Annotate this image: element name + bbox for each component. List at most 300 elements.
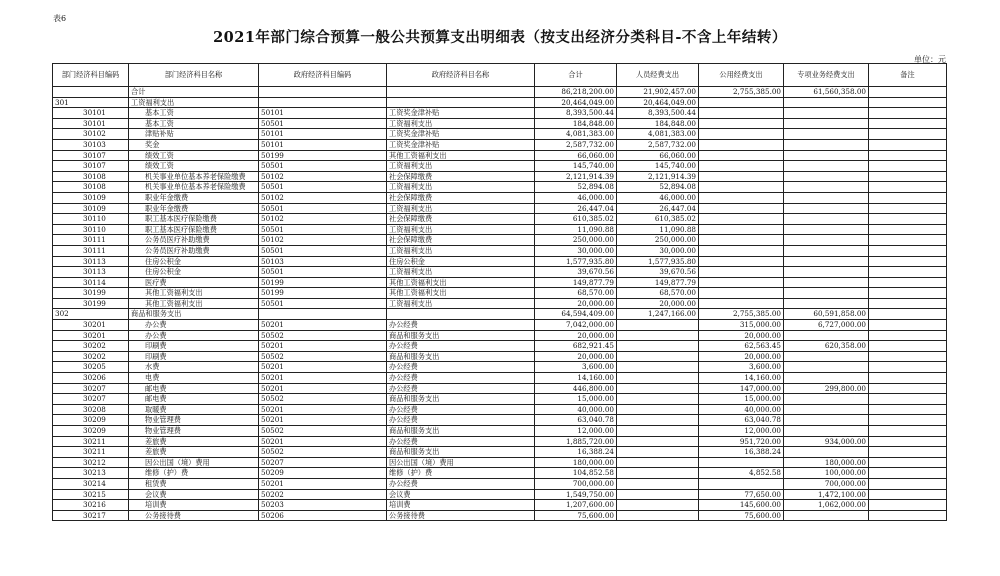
dept-code-cell: 30114 — [53, 277, 129, 288]
special-cell — [784, 256, 869, 267]
special-cell — [784, 203, 869, 214]
personnel-cell — [617, 415, 699, 426]
personnel-cell: 2,121,914.39 — [617, 171, 699, 182]
special-cell — [784, 150, 869, 161]
gov-code-cell: 50102 — [259, 192, 387, 203]
special-cell — [784, 415, 869, 426]
special-cell — [784, 171, 869, 182]
personnel-cell — [617, 478, 699, 489]
dept-name-cell: 绩效工资 — [129, 161, 259, 172]
remark-cell — [869, 362, 947, 373]
document-tag: 表6 — [53, 14, 67, 23]
public-cell: 15,000.00 — [699, 394, 784, 405]
gov-code-cell: 50501 — [259, 161, 387, 172]
gov-code-cell: 50103 — [259, 256, 387, 267]
dept-name-cell: 住房公积金 — [129, 267, 259, 278]
remark-cell — [869, 161, 947, 172]
dept-name-cell: 差旅费 — [129, 447, 259, 458]
header-dept-name: 部门经济科目名称 — [129, 64, 259, 87]
public-cell — [699, 277, 784, 288]
special-cell — [784, 161, 869, 172]
dept-code-cell: 30199 — [53, 298, 129, 309]
gov-code-cell: 50201 — [259, 383, 387, 394]
gov-name-cell: 工资福利支出 — [387, 298, 535, 309]
gov-code-cell: 50202 — [259, 489, 387, 500]
personnel-cell: 39,670.56 — [617, 267, 699, 278]
personnel-cell — [617, 341, 699, 352]
remark-cell — [869, 373, 947, 384]
dept-code-cell: 30101 — [53, 108, 129, 119]
dept-name-cell: 津贴补贴 — [129, 129, 259, 140]
special-cell: 700,000.00 — [784, 478, 869, 489]
gov-code-cell: 50199 — [259, 277, 387, 288]
total-cell: 20,000.00 — [535, 298, 617, 309]
dept-name-cell: 印刷费 — [129, 351, 259, 362]
personnel-cell: 610,385.02 — [617, 214, 699, 225]
gov-code-cell: 50501 — [259, 203, 387, 214]
public-cell: 951,720.00 — [699, 436, 784, 447]
personnel-cell: 1,247,166.00 — [617, 309, 699, 320]
remark-cell — [869, 330, 947, 341]
total-cell: 1,207,600.00 — [535, 500, 617, 511]
table-row — [53, 150, 947, 161]
dept-code-cell: 301 — [53, 97, 129, 108]
dept-name-cell: 邮电费 — [129, 383, 259, 394]
table-row — [53, 468, 947, 479]
special-cell — [784, 447, 869, 458]
dept-code-cell: 30214 — [53, 478, 129, 489]
special-cell — [784, 394, 869, 405]
gov-name-cell: 办公经费 — [387, 415, 535, 426]
total-cell: 86,218,200.00 — [535, 87, 617, 98]
table-row — [53, 139, 947, 150]
header-gov-code: 政府经济科目编码 — [259, 64, 387, 87]
special-cell — [784, 97, 869, 108]
gov-name-cell: 社会保障缴费 — [387, 171, 535, 182]
total-cell: 446,800.00 — [535, 383, 617, 394]
dept-name-cell: 水费 — [129, 362, 259, 373]
dept-code-cell: 30108 — [53, 182, 129, 193]
header-public: 公用经费支出 — [699, 64, 784, 87]
personnel-cell — [617, 362, 699, 373]
remark-cell — [869, 436, 947, 447]
gov-name-cell: 工资福利支出 — [387, 224, 535, 235]
gov-code-cell: 50209 — [259, 468, 387, 479]
remark-cell — [869, 87, 947, 98]
public-cell — [699, 171, 784, 182]
dept-name-cell: 会议费 — [129, 489, 259, 500]
total-cell: 1,549,750.00 — [535, 489, 617, 500]
total-cell: 52,894.08 — [535, 182, 617, 193]
remark-cell — [869, 203, 947, 214]
total-cell: 68,570.00 — [535, 288, 617, 299]
dept-code-cell: 30216 — [53, 500, 129, 511]
remark-cell — [869, 510, 947, 521]
dept-name-cell: 合计 — [129, 87, 259, 98]
total-cell: 16,388.24 — [535, 447, 617, 458]
special-cell: 6,727,000.00 — [784, 320, 869, 331]
header-remark: 备注 — [869, 64, 947, 87]
public-cell: 2,755,385.00 — [699, 309, 784, 320]
dept-code-cell: 30201 — [53, 330, 129, 341]
special-cell — [784, 245, 869, 256]
total-cell: 2,587,732.00 — [535, 139, 617, 150]
dept-code-cell: 30199 — [53, 288, 129, 299]
table-row — [53, 214, 947, 225]
dept-code-cell: 30215 — [53, 489, 129, 500]
gov-name-cell: 商品和服务支出 — [387, 426, 535, 437]
dept-name-cell: 机关事业单位基本养老保险缴费 — [129, 171, 259, 182]
gov-code-cell: 50201 — [259, 341, 387, 352]
personnel-cell — [617, 510, 699, 521]
gov-name-cell: 其他工资福利支出 — [387, 150, 535, 161]
public-cell — [699, 298, 784, 309]
gov-code-cell: 50501 — [259, 224, 387, 235]
total-cell: 64,594,409.00 — [535, 309, 617, 320]
header-personnel: 人员经费支出 — [617, 64, 699, 87]
dept-name-cell: 培训费 — [129, 500, 259, 511]
remark-cell — [869, 224, 947, 235]
special-cell — [784, 351, 869, 362]
gov-name-cell: 办公经费 — [387, 383, 535, 394]
remark-cell — [869, 139, 947, 150]
public-cell: 2,755,385.00 — [699, 87, 784, 98]
remark-cell — [869, 129, 947, 140]
gov-name-cell: 公务接待费 — [387, 510, 535, 521]
remark-cell — [869, 309, 947, 320]
table-row — [53, 309, 947, 320]
total-cell: 250,000.00 — [535, 235, 617, 246]
header-dept-code: 部门经济科目编码 — [53, 64, 129, 87]
table-row — [53, 203, 947, 214]
dept-code-cell: 30109 — [53, 203, 129, 214]
dept-code-cell: 30107 — [53, 150, 129, 161]
table-row — [53, 277, 947, 288]
table-row — [53, 415, 947, 426]
gov-name-cell: 工资福利支出 — [387, 182, 535, 193]
dept-name-cell: 职工基本医疗保险缴费 — [129, 214, 259, 225]
page-title: 2021年部门综合预算一般公共预算支出明细表（按支出经济分类科目-不含上年结转） — [213, 29, 787, 46]
total-cell: 26,447.04 — [535, 203, 617, 214]
dept-code-cell: 30211 — [53, 436, 129, 447]
remark-cell — [869, 415, 947, 426]
dept-code-cell: 30113 — [53, 256, 129, 267]
personnel-cell — [617, 351, 699, 362]
personnel-cell: 1,577,935.80 — [617, 256, 699, 267]
remark-cell — [869, 320, 947, 331]
special-cell — [784, 277, 869, 288]
dept-code-cell: 302 — [53, 309, 129, 320]
dept-name-cell: 基本工资 — [129, 118, 259, 129]
public-cell — [699, 118, 784, 129]
public-cell — [699, 235, 784, 246]
gov-name-cell: 社会保障缴费 — [387, 214, 535, 225]
public-cell: 20,000.00 — [699, 351, 784, 362]
dept-name-cell: 商品和服务支出 — [129, 309, 259, 320]
gov-name-cell: 其他工资福利支出 — [387, 277, 535, 288]
gov-name-cell — [387, 309, 535, 320]
total-cell: 7,042,000.00 — [535, 320, 617, 331]
table-row — [53, 182, 947, 193]
remark-cell — [869, 97, 947, 108]
table-row — [53, 161, 947, 172]
table-row — [53, 87, 947, 98]
gov-code-cell: 50101 — [259, 139, 387, 150]
dept-name-cell: 印刷费 — [129, 341, 259, 352]
gov-code-cell: 50201 — [259, 478, 387, 489]
remark-cell — [869, 277, 947, 288]
remark-cell — [869, 214, 947, 225]
special-cell — [784, 182, 869, 193]
total-cell: 1,577,935.80 — [535, 256, 617, 267]
dept-name-cell: 机关事业单位基本养老保险缴费 — [129, 182, 259, 193]
gov-code-cell — [259, 309, 387, 320]
personnel-cell: 68,570.00 — [617, 288, 699, 299]
dept-code-cell: 30206 — [53, 373, 129, 384]
dept-code-cell: 30209 — [53, 426, 129, 437]
personnel-cell — [617, 394, 699, 405]
dept-name-cell: 工资福利支出 — [129, 97, 259, 108]
total-cell: 14,160.00 — [535, 373, 617, 384]
personnel-cell: 66,060.00 — [617, 150, 699, 161]
table-row — [53, 362, 947, 373]
special-cell — [784, 404, 869, 415]
personnel-cell: 26,447.04 — [617, 203, 699, 214]
special-cell: 60,591,858.00 — [784, 309, 869, 320]
public-cell — [699, 108, 784, 119]
gov-name-cell — [387, 87, 535, 98]
dept-code-cell: 30202 — [53, 351, 129, 362]
gov-name-cell: 办公经费 — [387, 404, 535, 415]
gov-code-cell: 50501 — [259, 267, 387, 278]
dept-code-cell: 30101 — [53, 118, 129, 129]
dept-name-cell: 奖金 — [129, 139, 259, 150]
remark-cell — [869, 404, 947, 415]
gov-name-cell — [387, 97, 535, 108]
table-row — [53, 500, 947, 511]
total-cell: 104,852.58 — [535, 468, 617, 479]
special-cell: 61,560,358.00 — [784, 87, 869, 98]
dept-code-cell: 30111 — [53, 235, 129, 246]
public-cell: 4,852.58 — [699, 468, 784, 479]
gov-code-cell: 50502 — [259, 394, 387, 405]
gov-code-cell: 50502 — [259, 330, 387, 341]
special-cell: 1,062,000.00 — [784, 500, 869, 511]
gov-code-cell: 50199 — [259, 288, 387, 299]
personnel-cell: 4,081,383.00 — [617, 129, 699, 140]
table-row — [53, 457, 947, 468]
special-cell — [784, 129, 869, 140]
gov-code-cell: 50501 — [259, 245, 387, 256]
dept-code-cell: 30108 — [53, 171, 129, 182]
remark-cell — [869, 150, 947, 161]
table-row — [53, 320, 947, 331]
gov-name-cell: 社会保障缴费 — [387, 192, 535, 203]
dept-name-cell: 医疗费 — [129, 277, 259, 288]
dept-code-cell: 30103 — [53, 139, 129, 150]
dept-name-cell: 公务接待费 — [129, 510, 259, 521]
table-row — [53, 447, 947, 458]
personnel-cell — [617, 426, 699, 437]
total-cell: 40,000.00 — [535, 404, 617, 415]
public-cell: 77,650.00 — [699, 489, 784, 500]
total-cell: 3,600.00 — [535, 362, 617, 373]
remark-cell — [869, 256, 947, 267]
personnel-cell: 30,000.00 — [617, 245, 699, 256]
gov-name-cell: 办公经费 — [387, 478, 535, 489]
gov-code-cell: 50501 — [259, 118, 387, 129]
gov-name-cell: 工资奖金津补贴 — [387, 129, 535, 140]
gov-name-cell: 其他工资福利支出 — [387, 288, 535, 299]
public-cell — [699, 457, 784, 468]
total-cell: 1,885,720.00 — [535, 436, 617, 447]
public-cell: 3,600.00 — [699, 362, 784, 373]
dept-code-cell: 30109 — [53, 192, 129, 203]
dept-code-cell: 30113 — [53, 267, 129, 278]
dept-code-cell: 30211 — [53, 447, 129, 458]
special-cell — [784, 373, 869, 384]
dept-name-cell: 绩效工资 — [129, 150, 259, 161]
table-row — [53, 478, 947, 489]
table-row — [53, 404, 947, 415]
special-cell — [784, 267, 869, 278]
gov-code-cell: 50502 — [259, 351, 387, 362]
gov-code-cell: 50199 — [259, 150, 387, 161]
remark-cell — [869, 489, 947, 500]
personnel-cell — [617, 404, 699, 415]
personnel-cell: 20,000.00 — [617, 298, 699, 309]
public-cell: 16,388.24 — [699, 447, 784, 458]
table-row — [53, 510, 947, 521]
personnel-cell — [617, 489, 699, 500]
total-cell: 2,121,914.39 — [535, 171, 617, 182]
dept-name-cell: 物业管理费 — [129, 415, 259, 426]
remark-cell — [869, 245, 947, 256]
total-cell: 20,000.00 — [535, 330, 617, 341]
unit-label: 单位：元 — [914, 55, 946, 64]
table-row — [53, 426, 947, 437]
total-cell: 610,385.02 — [535, 214, 617, 225]
total-cell: 66,060.00 — [535, 150, 617, 161]
public-cell — [699, 203, 784, 214]
personnel-cell: 46,000.00 — [617, 192, 699, 203]
gov-name-cell: 工资福利支出 — [387, 203, 535, 214]
total-cell: 75,600.00 — [535, 510, 617, 521]
gov-name-cell: 办公经费 — [387, 341, 535, 352]
personnel-cell: 21,902,457.00 — [617, 87, 699, 98]
dept-name-cell: 职业年金缴费 — [129, 192, 259, 203]
table-row — [53, 97, 947, 108]
table-row — [53, 171, 947, 182]
public-cell — [699, 192, 784, 203]
dept-code-cell: 30213 — [53, 468, 129, 479]
gov-code-cell: 50201 — [259, 404, 387, 415]
personnel-cell — [617, 373, 699, 384]
gov-name-cell: 办公经费 — [387, 373, 535, 384]
gov-code-cell — [259, 97, 387, 108]
gov-code-cell: 50201 — [259, 373, 387, 384]
personnel-cell: 149,877.79 — [617, 277, 699, 288]
total-cell: 11,090.88 — [535, 224, 617, 235]
remark-cell — [869, 394, 947, 405]
dept-name-cell: 公务员医疗补助缴费 — [129, 235, 259, 246]
gov-code-cell: 50501 — [259, 182, 387, 193]
dept-code-cell: 30205 — [53, 362, 129, 373]
table-row — [53, 330, 947, 341]
personnel-cell: 145,740.00 — [617, 161, 699, 172]
header-gov-name: 政府经济科目名称 — [387, 64, 535, 87]
dept-name-cell: 职工基本医疗保险缴费 — [129, 224, 259, 235]
table-row — [53, 489, 947, 500]
gov-name-cell: 培训费 — [387, 500, 535, 511]
total-cell: 180,000.00 — [535, 457, 617, 468]
public-cell: 20,000.00 — [699, 330, 784, 341]
dept-code-cell: 30217 — [53, 510, 129, 521]
table-row — [53, 235, 947, 246]
remark-cell — [869, 383, 947, 394]
personnel-cell — [617, 330, 699, 341]
expenditure-table — [52, 63, 947, 521]
header-special: 专项业务经费支出 — [784, 64, 869, 87]
special-cell — [784, 288, 869, 299]
dept-code-cell: 30208 — [53, 404, 129, 415]
special-cell — [784, 298, 869, 309]
personnel-cell: 2,587,732.00 — [617, 139, 699, 150]
dept-code-cell: 30110 — [53, 224, 129, 235]
gov-code-cell: 50201 — [259, 362, 387, 373]
special-cell — [784, 192, 869, 203]
public-cell — [699, 214, 784, 225]
special-cell: 180,000.00 — [784, 457, 869, 468]
total-cell: 46,000.00 — [535, 192, 617, 203]
dept-name-cell: 办公费 — [129, 320, 259, 331]
special-cell — [784, 362, 869, 373]
personnel-cell: 184,848.00 — [617, 118, 699, 129]
public-cell — [699, 97, 784, 108]
gov-name-cell: 工资福利支出 — [387, 161, 535, 172]
total-cell: 15,000.00 — [535, 394, 617, 405]
gov-code-cell: 50502 — [259, 447, 387, 458]
gov-name-cell: 维修（护）费 — [387, 468, 535, 479]
total-cell: 682,921.45 — [535, 341, 617, 352]
gov-code-cell — [259, 87, 387, 98]
personnel-cell — [617, 447, 699, 458]
gov-code-cell: 50201 — [259, 320, 387, 331]
special-cell — [784, 108, 869, 119]
public-cell — [699, 478, 784, 489]
dept-code-cell — [53, 87, 129, 98]
special-cell — [784, 139, 869, 150]
personnel-cell — [617, 500, 699, 511]
public-cell: 75,600.00 — [699, 510, 784, 521]
public-cell — [699, 288, 784, 299]
dept-code-cell: 30110 — [53, 214, 129, 225]
gov-name-cell: 工资福利支出 — [387, 118, 535, 129]
table-row — [53, 267, 947, 278]
total-cell: 4,081,383.00 — [535, 129, 617, 140]
gov-code-cell: 50101 — [259, 108, 387, 119]
gov-name-cell: 商品和服务支出 — [387, 330, 535, 341]
table-row — [53, 436, 947, 447]
total-cell: 145,740.00 — [535, 161, 617, 172]
personnel-cell — [617, 436, 699, 447]
dept-code-cell: 30202 — [53, 341, 129, 352]
public-cell — [699, 161, 784, 172]
gov-code-cell: 50502 — [259, 426, 387, 437]
public-cell: 40,000.00 — [699, 404, 784, 415]
total-cell: 63,040.78 — [535, 415, 617, 426]
personnel-cell — [617, 320, 699, 331]
